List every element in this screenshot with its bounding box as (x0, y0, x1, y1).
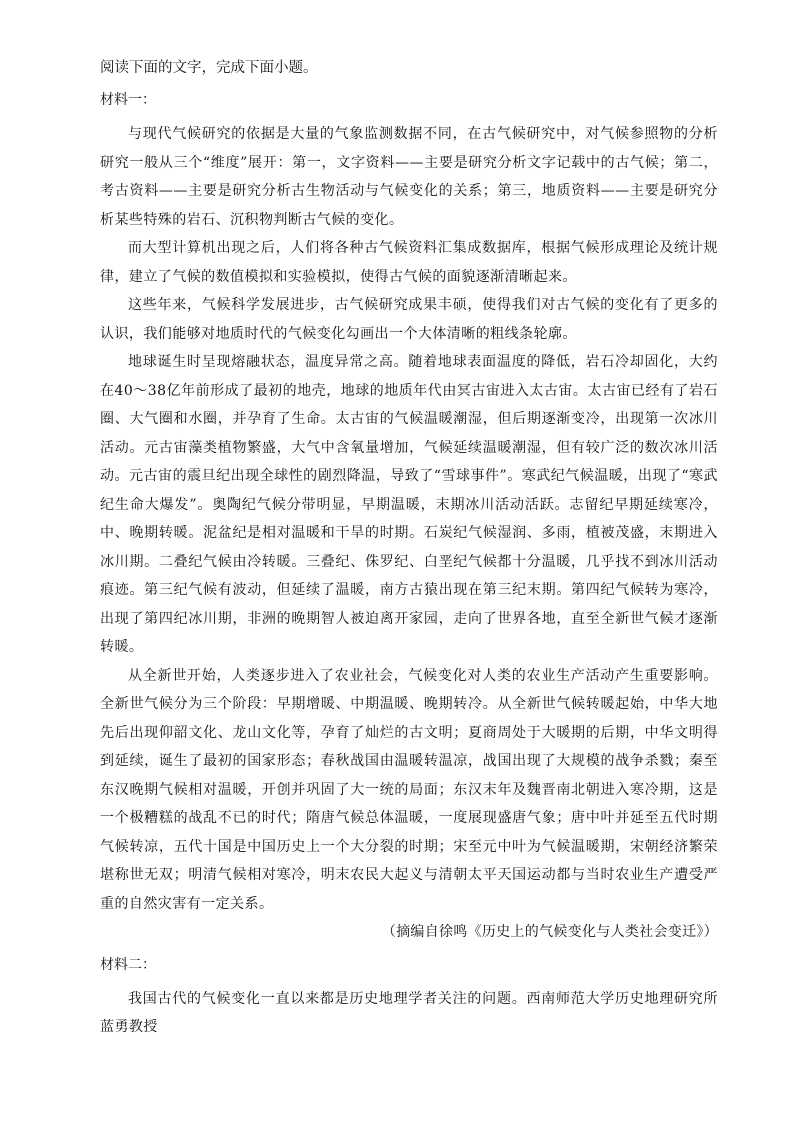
material-1-source-citation: （摘编自徐鸣《历史上的气候变化与人类社会变迁》） (381, 924, 718, 940)
document-page (100, 58, 718, 1042)
material-1-paragraph-1: 与现代气候研究的依据是大量的气象监测数据不同，在古气候研究中，对气候参照物的分析研究一般从三个“维度”展开：第一，文字资料——主要是研究分析文字记载中的古气候；第二，考古资料——主要是研究分析古生物活动与气候变化的关系；第三，地质资料——主要是研究分析某些特殊的岩石、沉积物判断古气候的变化。 (100, 126, 718, 228)
material-1-label: 材料一： (100, 92, 156, 108)
material-2-paragraph-1: 我国古代的气候变化一直以来都是历史地理学者关注的问题。西南师范大学历史地理研究所蓝勇教授 (100, 990, 718, 1035)
material-1-paragraph-4: 地球诞生时呈现熔融状态，温度异常之高。随着地球表面温度的降低，岩石冷却固化，大约在40～38亿年前形成了最初的地壳，地球的地质年代由冥古宙进入太古宙。太古宙已经有了岩石圈、大气圈和水圈，并孕育了生命。太古宙的气候温暖潮湿，但后期逐渐变冷，出现第一次冰川活动。元古宙藻类植物繁盛，大气中含氧量增加，气候延续温暖潮湿，但有较广泛的数次冰川活动。元古宙的震旦纪出现全球性的剧烈降温，导致了“雪球事件”。寒武纪气候温暖，出现了“寒武纪生命大爆发”。奥陶纪气候分带明显，早期温暖，末期冰川活动活跃。志留纪早期延续寒冷，中、晚期转暖。泥盆纪是相对温暖和干旱的时期。石炭纪气候湿润、多雨，植被茂盛，末期进入冰川期。二叠纪气候由冷转暖。三叠纪、侏罗纪、白垩纪气候都十分温暖，几乎找不到冰川活动痕迹。第三纪气候有波动，但延续了温暖，南方古猿出现在第三纪末期。第四纪气候转为寒冷，出现了第四纪冰川期，非洲的晚期智人被迫离开家园，走向了世界各地，直至全新世气候才逐渐转暖。 (100, 354, 718, 655)
material-2-label: 材料二： (100, 956, 156, 973)
reading-instruction: 阅读下面的文字，完成下面小题。 (100, 60, 318, 76)
material-1-paragraph-3: 这些年来，气候科学发展进步，古气候研究成果丰硕，使得我们对古气候的变化有了更多的认识，我们能够对地质时代的气候变化勾画出一个大体清晰的粗线条轮廓。 (100, 297, 718, 342)
material-1-paragraph-2: 而大型计算机出现之后，人们将各种古气候资料汇集成数据库，根据气候形成理论及统计规律，建立了气候的数值模拟和实验模拟，使得古气候的面貌逐渐清晰起来。 (100, 240, 718, 285)
material-1-paragraph-5: 从全新世开始，人类逐步进入了农业社会，气候变化对人类的农业生产活动产生重要影响。全新世气候分为三个阶段：早期增暖、中期温暖、晚期转冷。从全新世气候转暖起始，中华大地先后出现仰韶文化、龙山文化等，孕育了灿烂的古文明；夏商周处于大暖期的后期，中华文明得到延续，诞生了最初的国家形态；春秋战国由温暖转温凉，战国出现了大规模的战争杀戮；秦至东汉晚期气候相对温暖，开创并巩固了大一统的局面；东汉末年及魏晋南北朝进入寒冷期，这是一个极糟糕的战乱不已的时代；隋唐气候总体温暖，一度展现盛唐气象；唐中叶并延至五代时期气候转凉，五代十国是中国历史上一个大分裂的时期；宋至元中叶为气候温暖期，宋朝经济繁荣堪称世无双；明清气候相对寒冷，明末农民大起义与清朝太平天国运动都与当时农业生产遭受严重的自然灾害有一定关系。 (100, 667, 718, 912)
